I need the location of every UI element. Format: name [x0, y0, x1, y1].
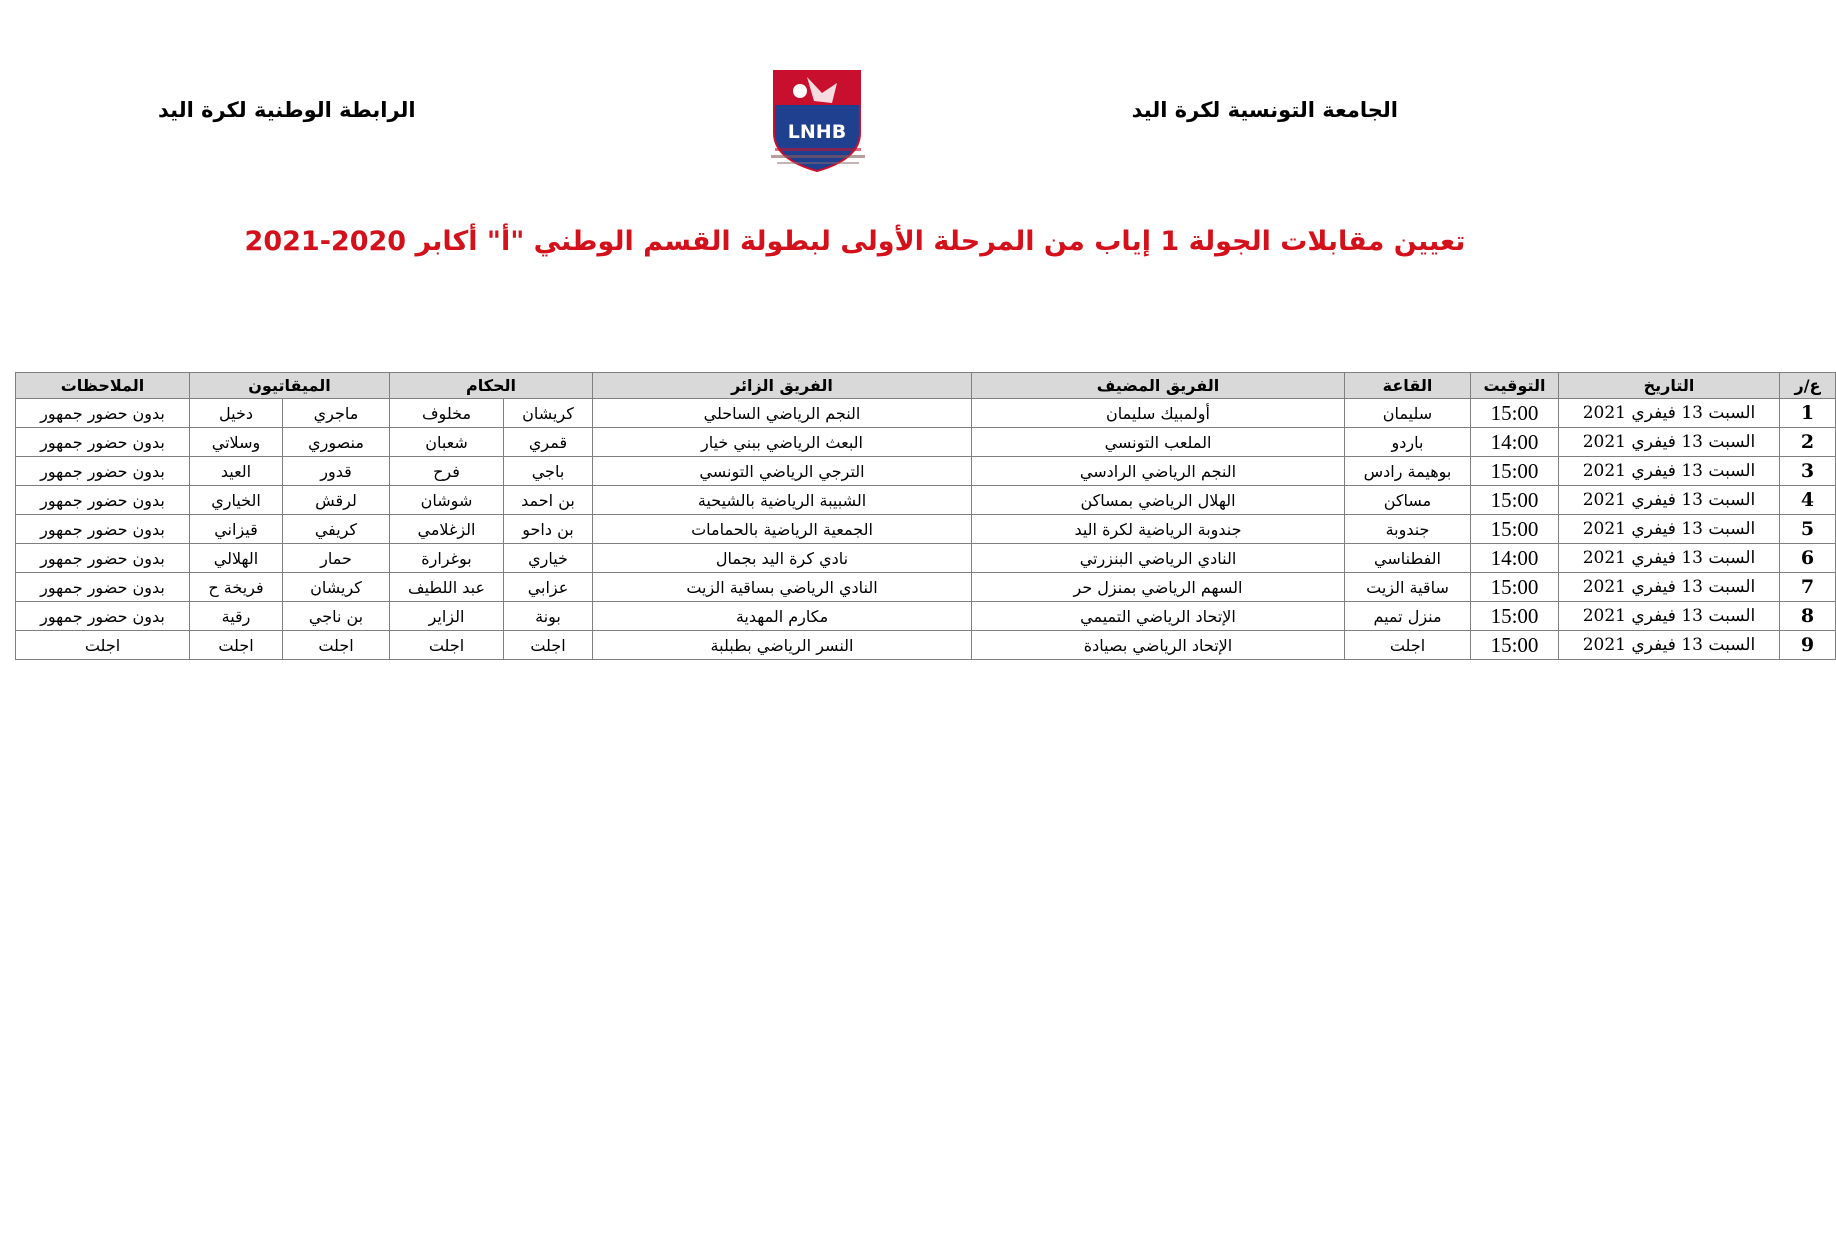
table-row	[16, 544, 1836, 573]
home-team-cell: السهم الرياضي بمنزل حر	[972, 573, 1345, 602]
referee-2-cell: فرح	[390, 457, 504, 486]
time-cell: 15:00	[1471, 631, 1559, 660]
referee-2-cell: اجلت	[390, 631, 504, 660]
date-cell: السبت 13 فيفري 2021	[1559, 515, 1780, 544]
hall-cell: سليمان	[1345, 399, 1471, 428]
home-team-cell: الإتحاد الرياضي التميمي	[972, 602, 1345, 631]
home-team-cell: الملعب التونسي	[972, 428, 1345, 457]
header-away-team: الفريق الزائر	[593, 373, 972, 399]
notes-cell: اجلت	[16, 631, 190, 660]
timekeeper-1-cell: منصوري	[283, 428, 390, 457]
referee-1-cell: باجي	[504, 457, 593, 486]
timekeeper-2-cell: الهلالي	[190, 544, 283, 573]
away-team-cell: البعث الرياضي ببني خيار	[593, 428, 972, 457]
referee-1-cell: عزابي	[504, 573, 593, 602]
header-hall: القاعة	[1345, 373, 1471, 399]
hall-cell: الفطناسي	[1345, 544, 1471, 573]
home-team-cell: النجم الرياضي الرادسي	[972, 457, 1345, 486]
match-number-cell: 5	[1780, 515, 1836, 544]
referee-1-cell: اجلت	[504, 631, 593, 660]
table-row	[16, 428, 1836, 457]
date-cell: السبت 13 فيفري 2021	[1559, 486, 1780, 515]
referee-2-cell: شوشان	[390, 486, 504, 515]
table-row	[16, 399, 1836, 428]
table-row	[16, 573, 1836, 602]
home-team-cell: النادي الرياضي البنزرتي	[972, 544, 1345, 573]
hall-cell: اجلت	[1345, 631, 1471, 660]
referee-1-cell: كريشان	[504, 399, 593, 428]
timekeeper-1-cell: قدور	[283, 457, 390, 486]
date-cell: السبت 13 فيفري 2021	[1559, 428, 1780, 457]
notes-cell: بدون حضور جمهور	[16, 544, 190, 573]
header-date: التاريخ	[1559, 373, 1780, 399]
table-row	[16, 515, 1836, 544]
time-cell: 15:00	[1471, 573, 1559, 602]
match-number-cell: 2	[1780, 428, 1836, 457]
home-team-cell: الإتحاد الرياضي بصيادة	[972, 631, 1345, 660]
match-number-cell: 1	[1780, 399, 1836, 428]
logo-text: LNHB	[787, 121, 847, 143]
match-number-cell: 3	[1780, 457, 1836, 486]
referee-2-cell: الزاير	[390, 602, 504, 631]
timekeeper-2-cell: رقية	[190, 602, 283, 631]
date-cell: السبت 13 فيفري 2021	[1559, 399, 1780, 428]
home-team-cell: جندوبة الرياضية لكرة اليد	[972, 515, 1345, 544]
hall-cell: ساقية الزيت	[1345, 573, 1471, 602]
referee-1-cell: بن داحو	[504, 515, 593, 544]
date-cell: السبت 13 فيفري 2021	[1559, 602, 1780, 631]
timekeeper-1-cell: اجلت	[283, 631, 390, 660]
referee-2-cell: عبد اللطيف	[390, 573, 504, 602]
time-cell: 15:00	[1471, 602, 1559, 631]
match-number-cell: 7	[1780, 573, 1836, 602]
home-team-cell: أولمبيك سليمان	[972, 399, 1345, 428]
match-schedule-table	[15, 372, 1836, 660]
hall-cell: مساكن	[1345, 486, 1471, 515]
timekeeper-2-cell: الخياري	[190, 486, 283, 515]
away-team-cell: النادي الرياضي بساقية الزيت	[593, 573, 972, 602]
away-team-cell: النسر الرياضي بطبلبة	[593, 631, 972, 660]
page-title: تعيين مقابلات الجولة 1 إياب من المرحلة الأولى لبطولة القسم الوطني "أ" أكابر 2020-2021	[244, 226, 1466, 257]
time-cell: 15:00	[1471, 457, 1559, 486]
referee-2-cell: الزغلامي	[390, 515, 504, 544]
time-cell: 14:00	[1471, 544, 1559, 573]
table-header-row	[16, 373, 1836, 399]
away-team-cell: الشبيبة الرياضية بالشيحية	[593, 486, 972, 515]
header-referees: الحكام	[390, 373, 593, 399]
notes-cell: بدون حضور جمهور	[16, 515, 190, 544]
referee-1-cell: خياري	[504, 544, 593, 573]
header-timekeepers: الميقاتيون	[190, 373, 390, 399]
header-time: التوقيت	[1471, 373, 1559, 399]
header-num: ع/ر	[1780, 373, 1836, 399]
time-cell: 15:00	[1471, 515, 1559, 544]
timekeeper-1-cell: كريفي	[283, 515, 390, 544]
referee-1-cell: بن احمد	[504, 486, 593, 515]
date-cell: السبت 13 فيفري 2021	[1559, 544, 1780, 573]
timekeeper-1-cell: بن ناجي	[283, 602, 390, 631]
hall-cell: بوهيمة رادس	[1345, 457, 1471, 486]
hall-cell: منزل تميم	[1345, 602, 1471, 631]
hall-cell: باردو	[1345, 428, 1471, 457]
timekeeper-1-cell: كريشان	[283, 573, 390, 602]
away-team-cell: الجمعية الرياضية بالحمامات	[593, 515, 972, 544]
federation-name: الجامعة التونسية لكرة اليد	[1131, 98, 1398, 122]
timekeeper-1-cell: ماجري	[283, 399, 390, 428]
match-number-cell: 4	[1780, 486, 1836, 515]
notes-cell: بدون حضور جمهور	[16, 457, 190, 486]
away-team-cell: النجم الرياضي الساحلي	[593, 399, 972, 428]
league-name: الرابطة الوطنية لكرة اليد	[158, 98, 416, 122]
away-team-cell: الترجي الرياضي التونسي	[593, 457, 972, 486]
referee-2-cell: مخلوف	[390, 399, 504, 428]
date-cell: السبت 13 فيفري 2021	[1559, 573, 1780, 602]
notes-cell: بدون حضور جمهور	[16, 428, 190, 457]
away-team-cell: مكارم المهدية	[593, 602, 972, 631]
notes-cell: بدون حضور جمهور	[16, 486, 190, 515]
referee-2-cell: بوغرارة	[390, 544, 504, 573]
table-row	[16, 457, 1836, 486]
referee-1-cell: قمري	[504, 428, 593, 457]
timekeeper-2-cell: قيزاني	[190, 515, 283, 544]
logo-caption-graphic	[757, 146, 877, 170]
notes-cell: بدون حضور جمهور	[16, 602, 190, 631]
referee-2-cell: شعبان	[390, 428, 504, 457]
referee-1-cell: بونة	[504, 602, 593, 631]
match-number-cell: 6	[1780, 544, 1836, 573]
date-cell: السبت 13 فيفري 2021	[1559, 631, 1780, 660]
timekeeper-2-cell: اجلت	[190, 631, 283, 660]
timekeeper-1-cell: لرقش	[283, 486, 390, 515]
date-cell: السبت 13 فيفري 2021	[1559, 457, 1780, 486]
timekeeper-1-cell: حمار	[283, 544, 390, 573]
notes-cell: بدون حضور جمهور	[16, 573, 190, 602]
match-number-cell: 9	[1780, 631, 1836, 660]
time-cell: 15:00	[1471, 399, 1559, 428]
away-team-cell: نادي كرة اليد بجمال	[593, 544, 972, 573]
time-cell: 15:00	[1471, 486, 1559, 515]
timekeeper-2-cell: فريخة ح	[190, 573, 283, 602]
table-row	[16, 602, 1836, 631]
time-cell: 14:00	[1471, 428, 1559, 457]
timekeeper-2-cell: وسلاتي	[190, 428, 283, 457]
table-row	[16, 631, 1836, 660]
hall-cell: جندوبة	[1345, 515, 1471, 544]
match-number-cell: 8	[1780, 602, 1836, 631]
notes-cell: بدون حضور جمهور	[16, 399, 190, 428]
header-home-team: الفريق المضيف	[972, 373, 1345, 399]
header-notes: الملاحظات	[16, 373, 190, 399]
timekeeper-2-cell: دخيل	[190, 399, 283, 428]
home-team-cell: الهلال الرياضي بمساكن	[972, 486, 1345, 515]
table-row	[16, 486, 1836, 515]
timekeeper-2-cell: العيد	[190, 457, 283, 486]
